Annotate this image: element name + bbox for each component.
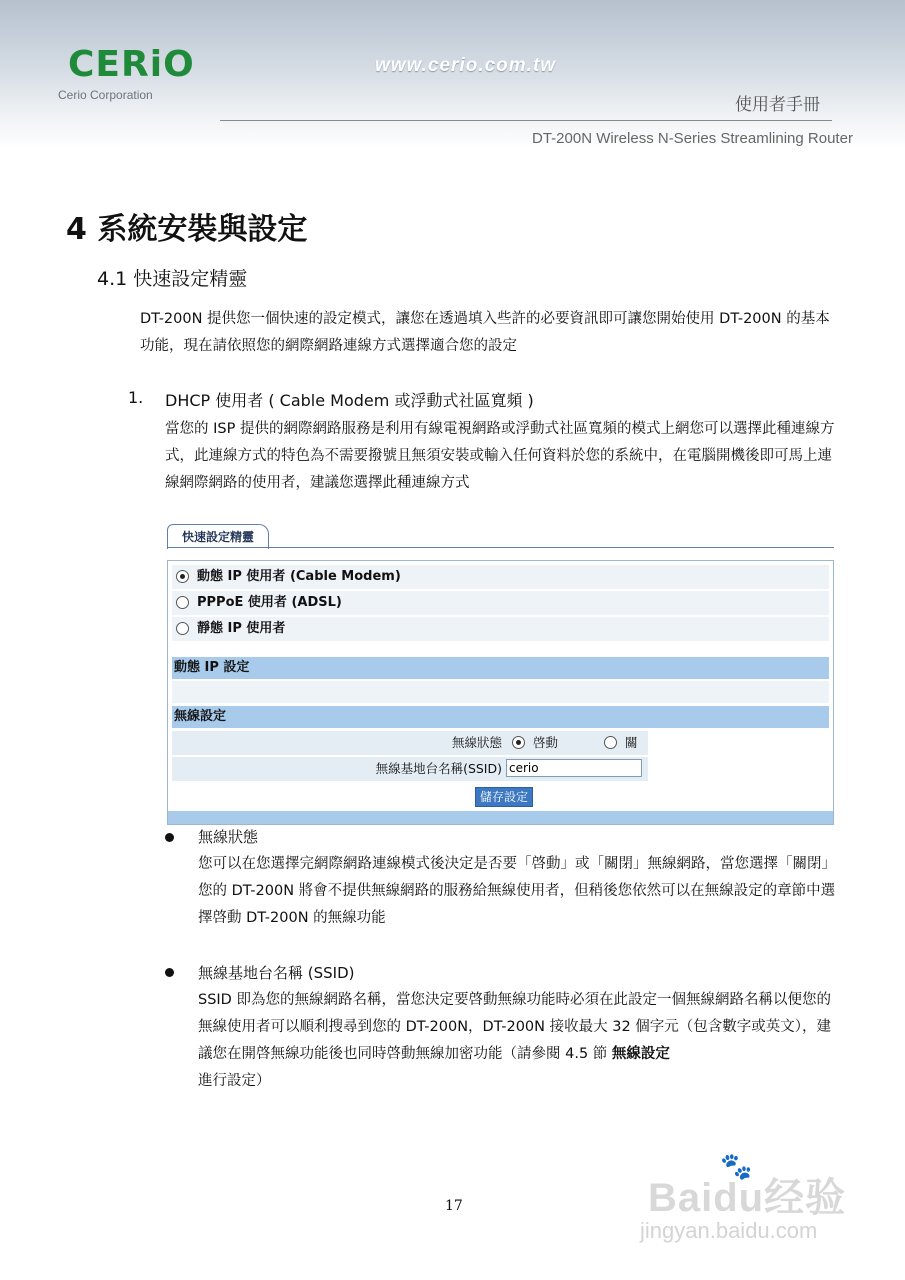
ssid-label: 無線基地台名稱(SSID)	[375, 761, 502, 776]
bullet-title-ssid: 無線基地台名稱 (SSID)	[198, 964, 355, 982]
item-title: DHCP 使用者 ( Cable Modem 或浮動式社區寬頻 )	[165, 391, 534, 410]
wizard-panel	[167, 560, 834, 825]
option-label: PPPoE 使用者 (ADSL)	[197, 595, 342, 610]
bullet-description-wireless-status: 您可以在您選擇完網際網路連線模式後決定是否要「啓動」或「關閉」無線網路，當您選擇「關閉」您的 DT-200N 將會不提供無線網路的服務給無線使用者，但稍後您依然可以在無線設定的章節中選擇啓動 DT-200N 的無線功能	[198, 856, 836, 926]
ssid-input[interactable]	[506, 759, 642, 777]
save-button[interactable]: 儲存設定	[475, 787, 533, 807]
product-name: DT-200N Wireless N-Series Streamlining Router	[532, 130, 853, 147]
option-pppoe[interactable]	[172, 591, 829, 615]
intro-paragraph: DT-200N 提供您一個快速的設定模式，讓您在透過填入些許的必要資訊即可讓您開始使用 DT-200N 的基本功能，現在請依照您的網際網路連線方式選擇適合您的設定	[140, 311, 830, 354]
radio-icon[interactable]	[176, 622, 189, 635]
bullet-icon	[165, 968, 174, 977]
tab-underline	[167, 547, 834, 548]
wireless-status-label: 無線狀態	[451, 735, 502, 750]
dynamic-ip-body	[172, 681, 829, 703]
page-number: 17	[445, 1198, 463, 1214]
watermark-main: Baidu经验	[648, 1176, 847, 1220]
section-title: 4.1 快速設定精靈	[97, 268, 248, 290]
item-description: 當您的 ISP 提供的網際網路服務是利用有線電視網路或浮動式社區寬頻的模式上網您可以選擇此種連線方式，此連線方式的特色為不需要撥號且無須安裝或輸入任何資料於您的系統中，在電腦開機後即可馬上連線網際網路的使用者，建議您選擇此種連線方式	[165, 421, 835, 491]
tab-quick-setup[interactable]: 快速設定精靈	[167, 524, 269, 549]
option-static-ip[interactable]	[172, 617, 829, 641]
bullet-description-ssid	[198, 987, 843, 1095]
quick-setup-wizard	[167, 524, 834, 826]
logo-subtitle: Cerio Corporation	[58, 88, 153, 102]
ssid-description-tail: 進行設定）	[198, 1073, 271, 1089]
radio-selected-icon[interactable]	[176, 570, 189, 583]
radio-icon[interactable]	[176, 596, 189, 609]
wireless-status-row	[172, 731, 648, 755]
baidu-watermark	[640, 1152, 860, 1268]
logo-wordmark: CERiO	[68, 44, 195, 85]
bullet-title-wireless-status: 無線狀態	[198, 828, 259, 846]
wireless-off-label: 關	[624, 735, 638, 750]
chapter-title: 4 系統安裝與設定	[66, 212, 308, 247]
radio-on-selected-icon[interactable]	[512, 736, 525, 749]
ssid-row	[172, 757, 648, 781]
watermark-url: jingyan.baidu.com	[640, 1218, 818, 1243]
radio-off-icon[interactable]	[604, 736, 617, 749]
manual-label: 使用者手冊	[735, 95, 820, 115]
option-dynamic-ip[interactable]	[172, 565, 829, 589]
section-reference: 無線設定	[611, 1046, 670, 1062]
cerio-logo	[58, 36, 208, 106]
item-number: 1.	[128, 388, 144, 407]
section-header-wireless: 無線設定	[172, 706, 829, 728]
ssid-description-text: SSID 即為您的無線網路名稱，當您決定要啓動無線功能時必須在此設定一個無線網路名稱以便您的無線使用者可以順利搜尋到您的 DT-200N，DT-200N 接收最大 32 個字元（包含數字或英文），建議您在開啓無線功能後也同時啓動無線加密功能（請參閱 4.5 節	[198, 992, 832, 1062]
option-label: 靜態 IP 使用者	[197, 621, 286, 636]
site-url: www.cerio.com.tw	[375, 55, 557, 76]
panel-footer-bar	[168, 811, 833, 824]
wireless-on-label: 啓動	[533, 735, 559, 750]
option-label: 動態 IP 使用者 (Cable Modem)	[197, 569, 401, 584]
bullet-icon	[165, 833, 174, 842]
paw-icon: 🐾	[720, 1152, 753, 1182]
section-header-dynamic-ip: 動態 IP 設定	[172, 657, 829, 679]
header-divider	[220, 120, 832, 121]
